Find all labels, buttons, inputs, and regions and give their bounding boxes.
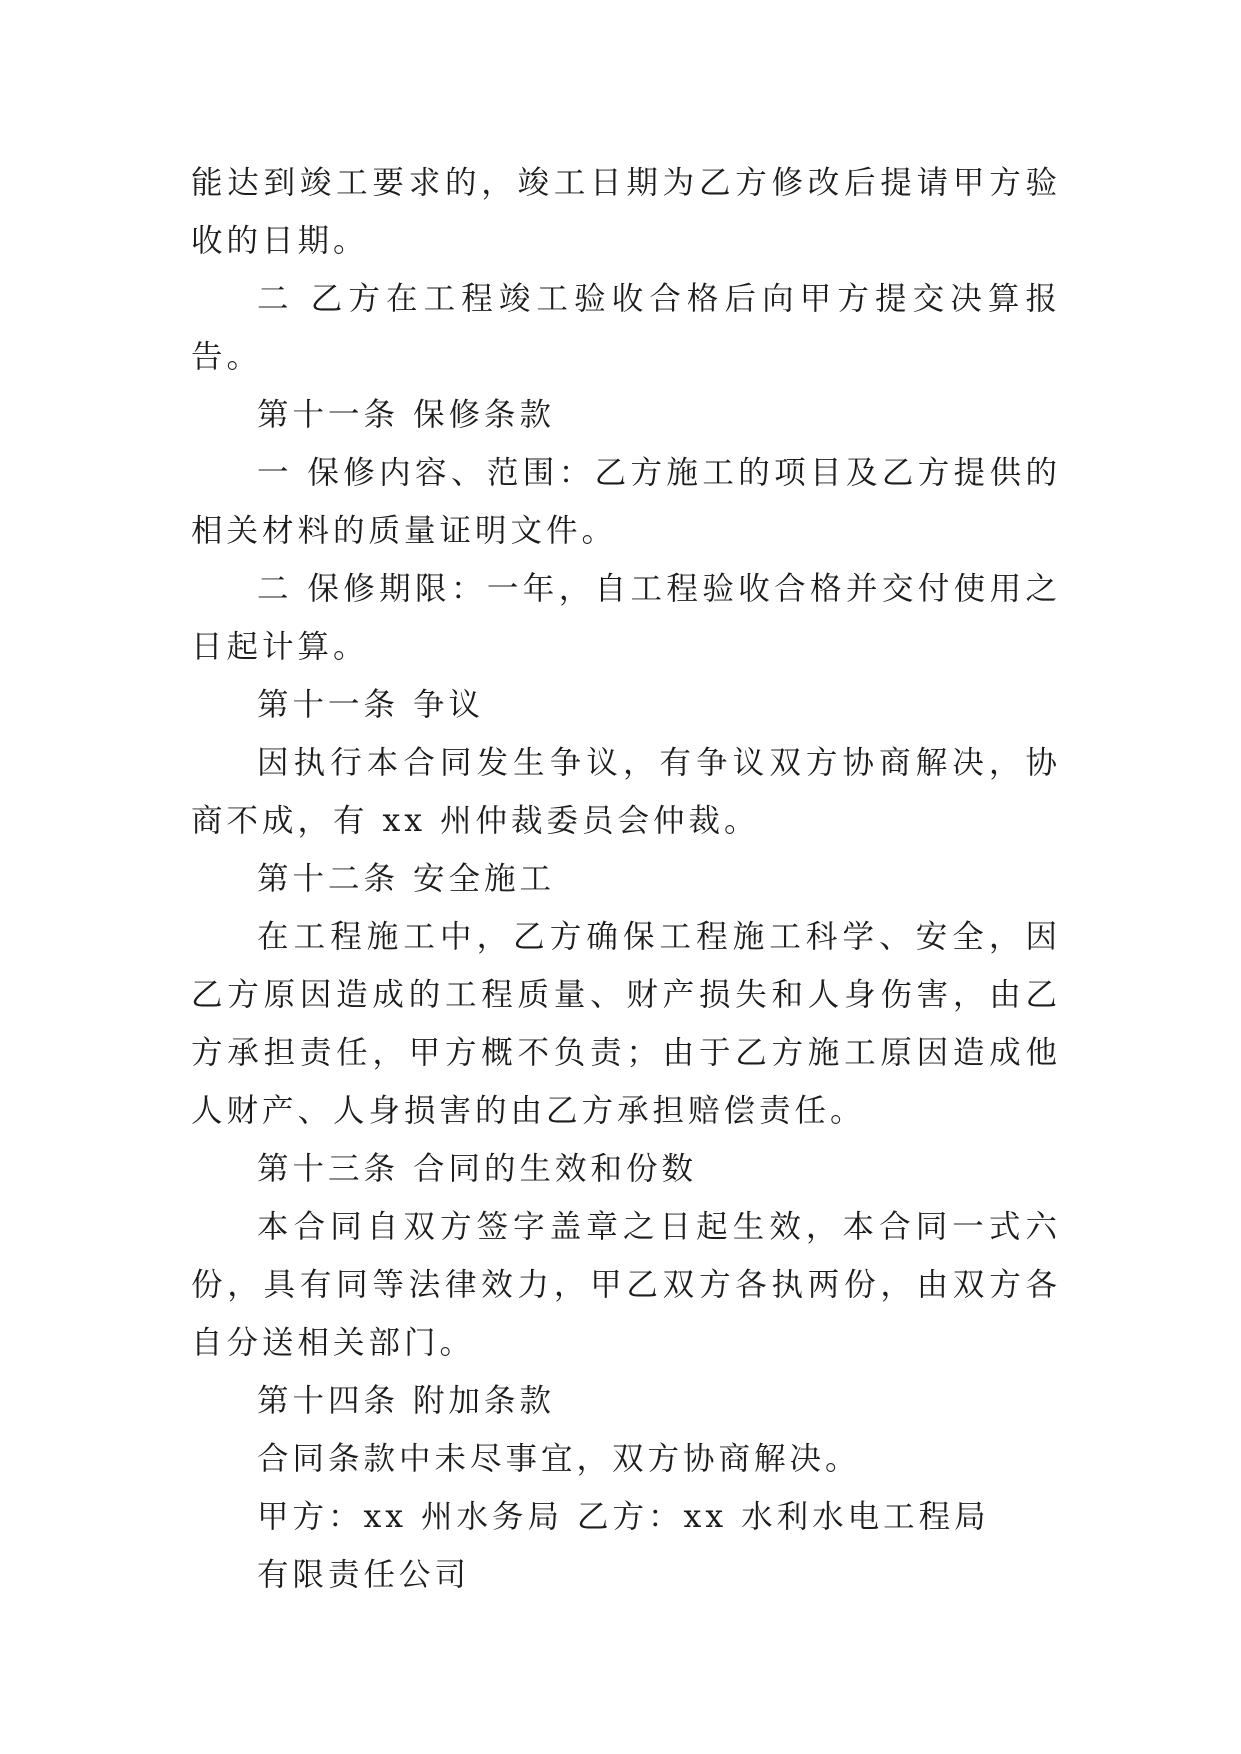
heading-article-13-validity: 第十三条 合同的生效和份数 xyxy=(257,1151,698,1187)
paragraph-safety: 在工程施工中，乙方确保工程施工科学、安全，因乙方原因造成的工程质量、财产损失和人身伤害，由乙方承担责任，甲方概不负责；由于乙方施工原因造成他人财产、人身损害的由乙方承担赔偿责任。 xyxy=(191,919,1061,1129)
paragraph-settlement-report: 二 乙方在工程竣工验收合格后向甲方提交决算报告。 xyxy=(191,281,1061,375)
paragraph-validity: 本合同自双方签字盖章之日起生效，本合同一式六份，具有同等法律效力，甲乙双方各执两份，由双方各自分送相关部门。 xyxy=(191,1209,1061,1361)
paragraph-company-suffix: 有限责任公司 xyxy=(257,1557,471,1593)
paragraph-additional: 合同条款中未尽事宜，双方协商解决。 xyxy=(257,1441,861,1477)
document-body xyxy=(191,154,1061,1604)
paragraph-warranty-scope: 一 保修内容、范围：乙方施工的项目及乙方提供的相关材料的质量证明文件。 xyxy=(191,455,1061,549)
heading-article-12-safety: 第十二条 安全施工 xyxy=(257,861,556,897)
paragraph-warranty-period: 二 保修期限：一年，自工程验收合格并交付使用之日起计算。 xyxy=(191,571,1061,665)
heading-article-11-dispute: 第十一条 争议 xyxy=(257,687,485,723)
paragraph-completion-date: 能达到竣工要求的，竣工日期为乙方修改后提请甲方验收的日期。 xyxy=(191,165,1061,259)
paragraph-dispute: 因执行本合同发生争议，有争议双方协商解决，协商不成，有 xx 州仲裁委员会仲裁。 xyxy=(191,745,1061,839)
heading-article-11-warranty: 第十一条 保修条款 xyxy=(257,397,556,433)
paragraph-parties: 甲方：xx 州水务局 乙方：xx 水利水电工程局 xyxy=(257,1499,990,1535)
heading-article-14-additional: 第十四条 附加条款 xyxy=(257,1383,556,1419)
